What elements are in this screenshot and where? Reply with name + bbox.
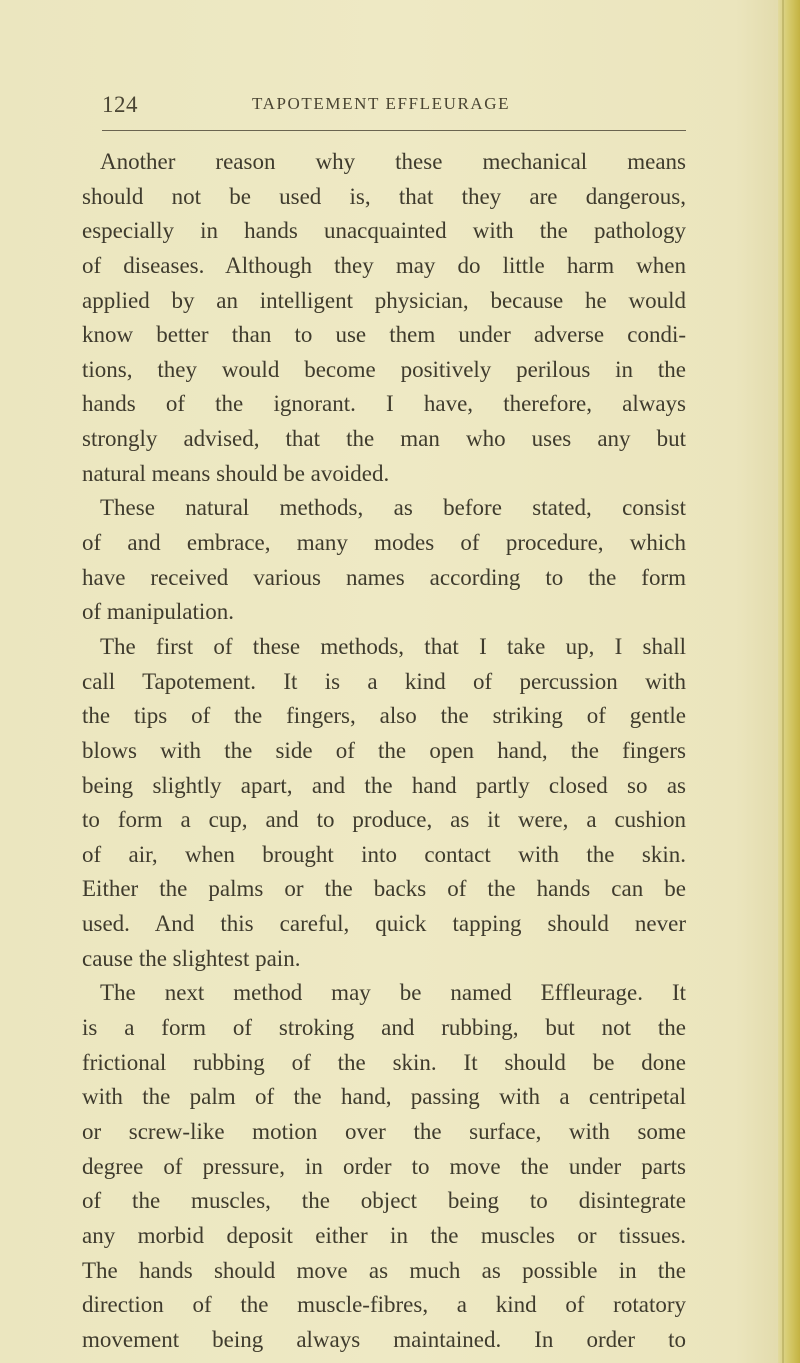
text-line: the tips of the fingers, also the striking of gentle	[82, 703, 686, 729]
text-line: of the muscles, the object being to disintegrate	[82, 1188, 686, 1214]
text-line: applied by an intelligent physician, because he would	[82, 287, 686, 313]
text-line: is a form of stroking and rubbing, but not the	[82, 1015, 686, 1041]
page-edge	[778, 0, 800, 1363]
text-line: of diseases. Although they may do little harm when	[82, 252, 686, 278]
text-line: or screw-like motion over the surface, with some	[82, 1118, 686, 1144]
text-line: especially in hands unacquainted with the pathology	[82, 218, 686, 244]
text-line: being slightly apart, and the hand partly closed so as	[82, 772, 686, 798]
text-line: blows with the side of the open hand, the fingers	[82, 737, 686, 763]
text-line: These natural methods, as before stated, consist	[100, 495, 686, 521]
text-line: to form a cup, and to produce, as it were, a cushion	[82, 807, 686, 833]
text-line: degree of pressure, in order to move the under parts	[82, 1153, 686, 1179]
text-line: natural means should be avoided.	[82, 460, 390, 486]
text-line: used. And this careful, quick tapping should never	[82, 911, 686, 937]
text-line: of and embrace, many modes of procedure, which	[82, 530, 686, 556]
text-line: tions, they would become positively perilous in the	[82, 356, 686, 382]
text-line: cause the slightest pain.	[82, 945, 301, 971]
text-line: strongly advised, that the man who uses any but	[82, 426, 686, 452]
text-line: call Tapotement. It is a kind of percussion with	[82, 668, 686, 694]
text-line: of manipulation.	[82, 599, 235, 625]
page-header	[102, 92, 684, 126]
text-line: The hands should move as much as possible in the	[82, 1257, 686, 1283]
text-line: direction of the muscle-fibres, a kind of rotatory	[82, 1292, 686, 1318]
text-line: frictional rubbing of the skin. It should be done	[82, 1049, 686, 1075]
text-line: have received various names according to the form	[82, 564, 686, 590]
page-number: 124	[102, 92, 138, 117]
text-line: Another reason why these mechanical means	[100, 149, 686, 174]
text-line: with the palm of the hand, passing with a centripetal	[82, 1084, 686, 1110]
text-line: movement being always maintained. In order to	[82, 1326, 686, 1352]
running-head: TAPOTEMENT EFFLEURAGE	[252, 94, 511, 113]
text-line: should not be used is, that they are dangerous,	[82, 183, 686, 209]
body-text	[82, 145, 686, 1357]
text-line: The next method may be named Effleurage. It	[100, 980, 686, 1006]
text-line: know better than to use them under adverse condi-	[82, 322, 686, 348]
text-line: of air, when brought into contact with the skin.	[82, 841, 686, 867]
header-rule	[102, 130, 686, 131]
text-line: Either the palms or the backs of the hands can be	[82, 876, 686, 902]
text-line: any morbid deposit either in the muscles or tissues.	[82, 1222, 686, 1248]
text-line: hands of the ignorant. I have, therefore, always	[82, 391, 686, 417]
text-line: The first of these methods, that I take up, I shall	[100, 633, 686, 659]
